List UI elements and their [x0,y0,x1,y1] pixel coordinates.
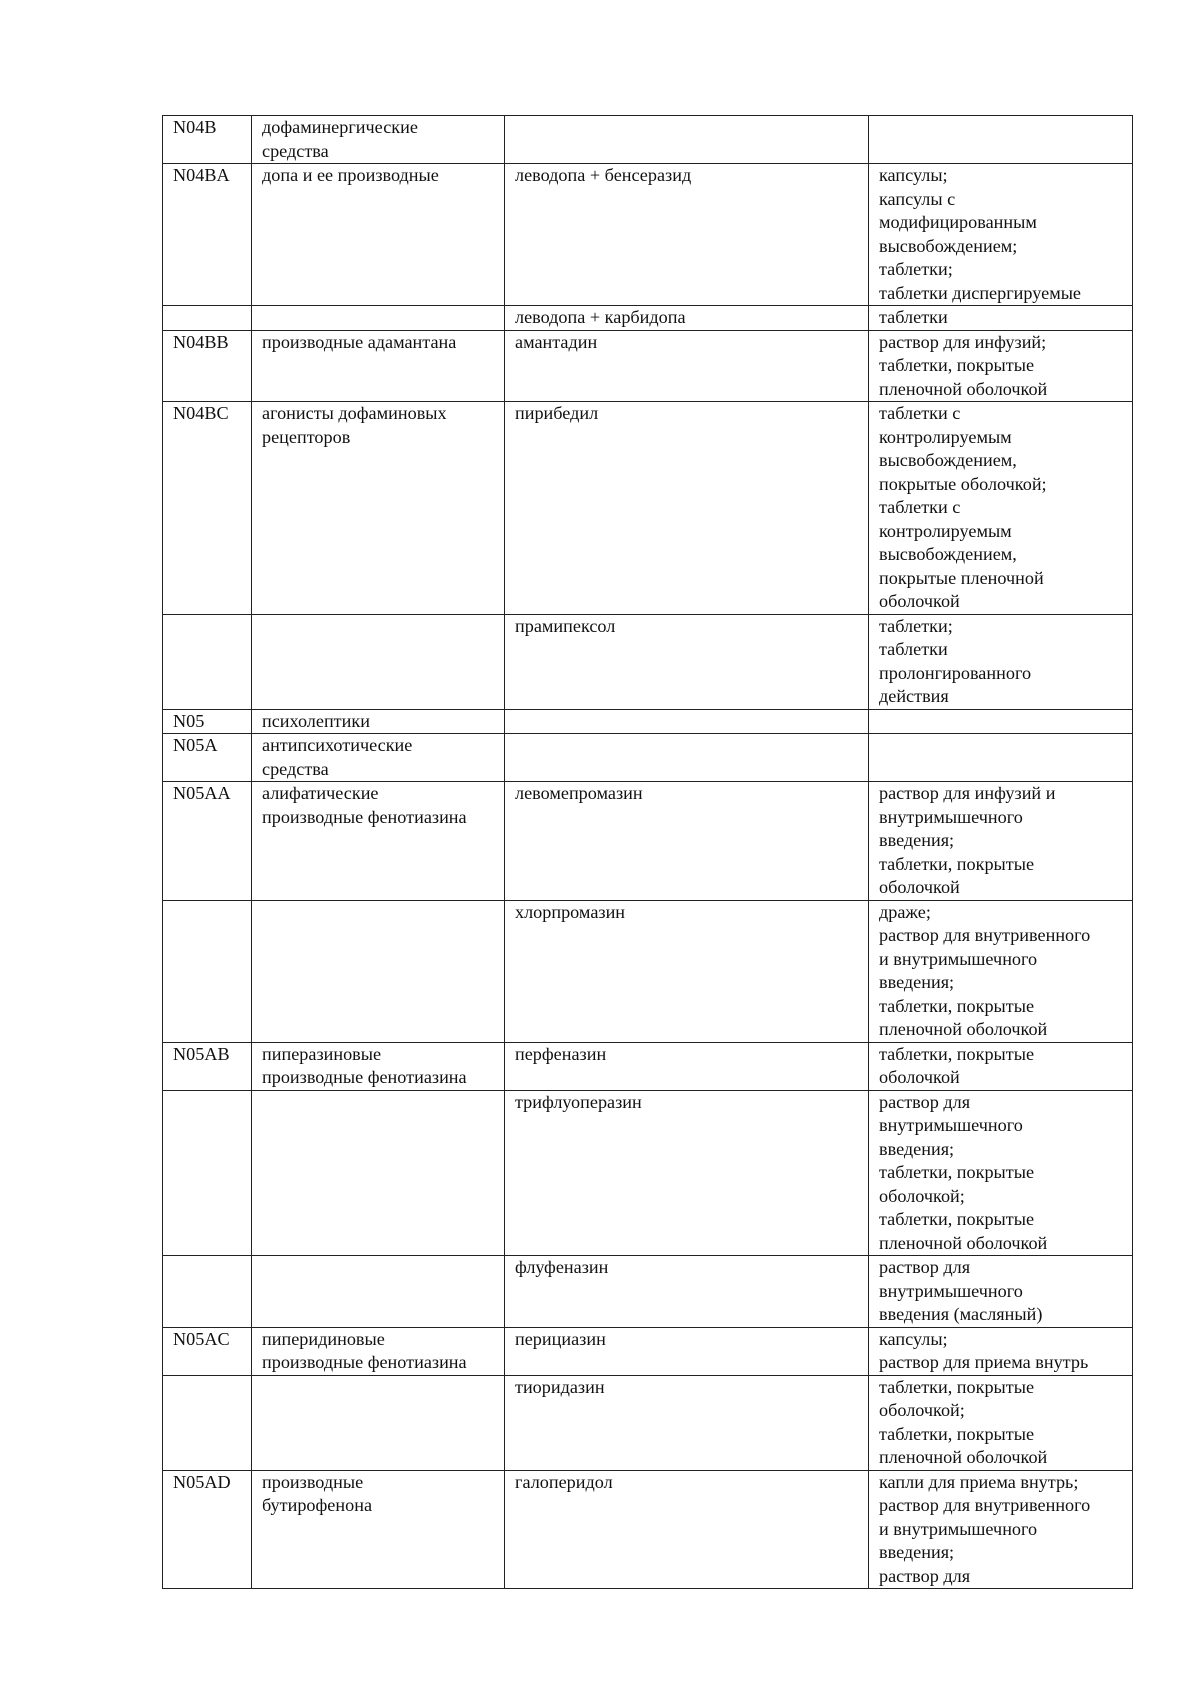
table-row [163,782,1133,901]
atc-code-cell [163,900,252,1042]
atc-code-cell: N04BB [163,330,252,402]
drug-name-cell: перициазин [505,1327,869,1375]
dosage-form-cell [869,734,1133,782]
table-row [163,116,1133,164]
drug-name-cell [505,709,869,734]
drug-name-cell: пирибедил [505,402,869,615]
dosage-form-cell: таблетки, покрытые оболочкой [869,1042,1133,1090]
table-row [163,734,1133,782]
pharmacological-group-cell: агонисты дофаминовых рецепторов [252,402,505,615]
atc-code-cell: N04BC [163,402,252,615]
pharmacological-group-cell: пиперазиновые производные фенотиазина [252,1042,505,1090]
table-row [163,330,1133,402]
dosage-form-cell: таблетки; таблетки пролонгированного действия [869,614,1133,709]
table-row [163,1470,1133,1589]
atc-code-cell [163,306,252,331]
drug-name-cell: флуфеназин [505,1256,869,1328]
dosage-form-cell: таблетки [869,306,1133,331]
pharmacological-group-cell [252,614,505,709]
pharmacological-group-cell: антипсихотические средства [252,734,505,782]
pharmacological-group-cell: психолептики [252,709,505,734]
dosage-form-cell: раствор для инфузий и внутримышечного введения; таблетки, покрытые оболочкой [869,782,1133,901]
table-row [163,402,1133,615]
atc-code-cell: N05A [163,734,252,782]
atc-code-cell: N05 [163,709,252,734]
dosage-form-cell: капсулы; раствор для приема внутрь [869,1327,1133,1375]
pharmacological-group-cell [252,306,505,331]
table-row [163,1090,1133,1256]
table-row [163,1375,1133,1470]
pharmacological-group-cell [252,1256,505,1328]
drug-name-cell: тиоридазин [505,1375,869,1470]
table-row [163,614,1133,709]
drug-name-cell [505,116,869,164]
drug-name-cell [505,734,869,782]
atc-code-cell [163,614,252,709]
dosage-form-cell: раствор для внутримышечного введения; таблетки, покрытые оболочкой; таблетки, покрытые пленочной оболочкой [869,1090,1133,1256]
pharmacological-group-cell [252,1090,505,1256]
atc-code-cell: N05AB [163,1042,252,1090]
pharmacological-group-cell: производные адамантана [252,330,505,402]
drug-name-cell: галоперидол [505,1470,869,1589]
dosage-form-cell: таблетки с контролируемым высвобождением, покрытые оболочкой; таблетки с контролируемым высвобождением, покрытые пленочной оболочкой [869,402,1133,615]
pharmacological-group-cell: пиперидиновые производные фенотиазина [252,1327,505,1375]
pharmacological-group-cell: производные бутирофенона [252,1470,505,1589]
drug-name-cell: леводопа + карбидопа [505,306,869,331]
drug-table [162,115,1133,1589]
atc-code-cell [163,1256,252,1328]
drug-name-cell: левомепромазин [505,782,869,901]
atc-code-cell: N04BA [163,164,252,306]
atc-code-cell: N05AC [163,1327,252,1375]
table-row [163,1042,1133,1090]
drug-name-cell: трифлуоперазин [505,1090,869,1256]
dosage-form-cell: драже; раствор для внутривенного и внутримышечного введения; таблетки, покрытые пленочной оболочкой [869,900,1133,1042]
dosage-form-cell [869,709,1133,734]
atc-code-cell: N05AA [163,782,252,901]
drug-name-cell: хлорпромазин [505,900,869,1042]
dosage-form-cell [869,116,1133,164]
drug-name-cell: леводопа + бенсеразид [505,164,869,306]
drug-name-cell: амантадин [505,330,869,402]
dosage-form-cell: раствор для внутримышечного введения (масляный) [869,1256,1133,1328]
table-row [163,306,1133,331]
pharmacological-group-cell [252,1375,505,1470]
pharmacological-group-cell [252,900,505,1042]
dosage-form-cell: таблетки, покрытые оболочкой; таблетки, покрытые пленочной оболочкой [869,1375,1133,1470]
table-row [163,1327,1133,1375]
dosage-form-cell: раствор для инфузий; таблетки, покрытые пленочной оболочкой [869,330,1133,402]
table-body [163,116,1133,1589]
pharmacological-group-cell: алифатические производные фенотиазина [252,782,505,901]
table-row [163,1256,1133,1328]
drug-name-cell: прамипексол [505,614,869,709]
table-row [163,709,1133,734]
atc-code-cell: N05AD [163,1470,252,1589]
atc-code-cell: N04B [163,116,252,164]
table-row [163,900,1133,1042]
atc-code-cell [163,1375,252,1470]
atc-code-cell [163,1090,252,1256]
pharmacological-group-cell: допа и ее производные [252,164,505,306]
table-row [163,164,1133,306]
dosage-form-cell: капсулы; капсулы с модифицированным высвобождением; таблетки; таблетки диспергируемые [869,164,1133,306]
dosage-form-cell: капли для приема внутрь; раствор для внутривенного и внутримышечного введения; раствор для [869,1470,1133,1589]
drug-name-cell: перфеназин [505,1042,869,1090]
pharmacological-group-cell: дофаминергические средства [252,116,505,164]
